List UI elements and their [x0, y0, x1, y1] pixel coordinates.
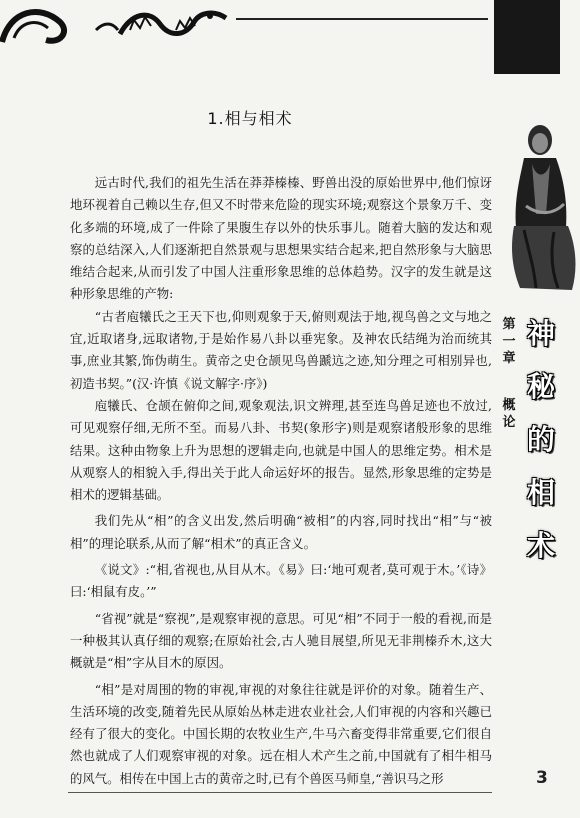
book-title-char: 秘	[526, 370, 555, 403]
paragraph: 庖犧氏、仓颉在俯仰之间,观象观法,识文辨理,甚至连鸟兽足迹也不放过,可见观察仔细,无所不至。而易八卦、书契(象形字)则是观察诸般形象的思维结果。这种由物象上升为思想的逻辑走向,也就是中国人的思维定势。相术是从观察人的相貌入手,得出关于此人命运好坏的报告。显然,形象思维的定势是相术的逻辑基础。	[70, 397, 492, 503]
page-title: 1.相与相术	[207, 109, 293, 128]
quote-paragraph: 《说文》:“相,省视也,从目从木。《易》曰:‘地可观者,莫可观于木。’《诗》曰:‘相鼠有皮。’”	[70, 562, 492, 600]
chapter-label-char: 第	[502, 317, 516, 332]
chapter-label	[498, 316, 520, 431]
book-title-char: 术	[526, 529, 555, 562]
page-number: 3	[536, 768, 548, 788]
chapter-label-char: 概	[502, 398, 516, 413]
book-title-char: 相	[526, 476, 555, 509]
footer-rule	[68, 792, 492, 793]
paragraph: “省视”就是“察视”,是观察审视的意思。可见“相”不同于一般的看视,而是一种极其认真仔细的观察;在原始社会,古人驰目展望,所见无非荆榛乔木,这大概就是“相”字从目木的原因。	[70, 610, 492, 671]
body-text	[70, 172, 492, 790]
book-title-char: 的	[526, 423, 555, 456]
book-title-char: 神	[526, 317, 555, 350]
chapter-label-char: 章	[502, 351, 516, 366]
paragraph: 远古时代,我们的祖先生活在莽莽榛榛、野兽出没的原始世界中,他们惊讶地环视着自己赖以生存,但又不时带来危险的现实环境;观察这个景象万千、变化多端的环境,成了一件除了果腹生存以外的快乐事儿。随着大脑的发达和观察的总结深入,人们逐渐把自然景观与思想果实结合起来,把自然形象与大脑思维结合起来,从而引发了中国人注重形象思维的总体趋势。汉字的发生就是这种形象思维的产物:	[70, 175, 492, 302]
chapter-label-char: 论	[502, 415, 516, 430]
chapter-label-char: 一	[502, 334, 516, 349]
paragraph: 我们先从“相”的含义出发,然后明确“被相”的内容,同时找出“相”与“被相”的理论联系,从而了解“相术”的真正含义。	[70, 513, 492, 551]
seated-figure-illustration	[506, 118, 580, 298]
header-rule	[236, 18, 488, 20]
dragon-ornament-icon	[0, 0, 240, 50]
book-title	[522, 310, 560, 575]
quote-paragraph: “古者庖犧氏之王天下也,仰则观象于天,俯则观法于地,视鸟兽之文与地之宜,近取诸身,远取诸物,于是始作易八卦以垂宪象。及神农氏结绳为治而统其事,庶业其繁,饰伪萌生。黄帝之史仓颉见鸟兽蹏迒之迹,知分理之可相别异也,初造书契。”(汉·许慎《说文解字·序》)	[70, 308, 492, 391]
paragraph: “相”是对周围的物的审视,审视的对象往往就是评价的对象。随着生产、生活环境的改变,随着先民从原始丛林走进农业社会,人们审视的内容和兴趣已经有了很大的变化。中国长期的农牧业生产,牛马六畜变得非常重要,它们很自然也就成了人们观察审视的对象。远在相人术产生之前,中国就有了相牛相马的风气。相传在中国上古的黄帝之时,已有个兽医马师皇,“善识马之形	[70, 681, 492, 786]
chapter-block	[494, 0, 560, 74]
